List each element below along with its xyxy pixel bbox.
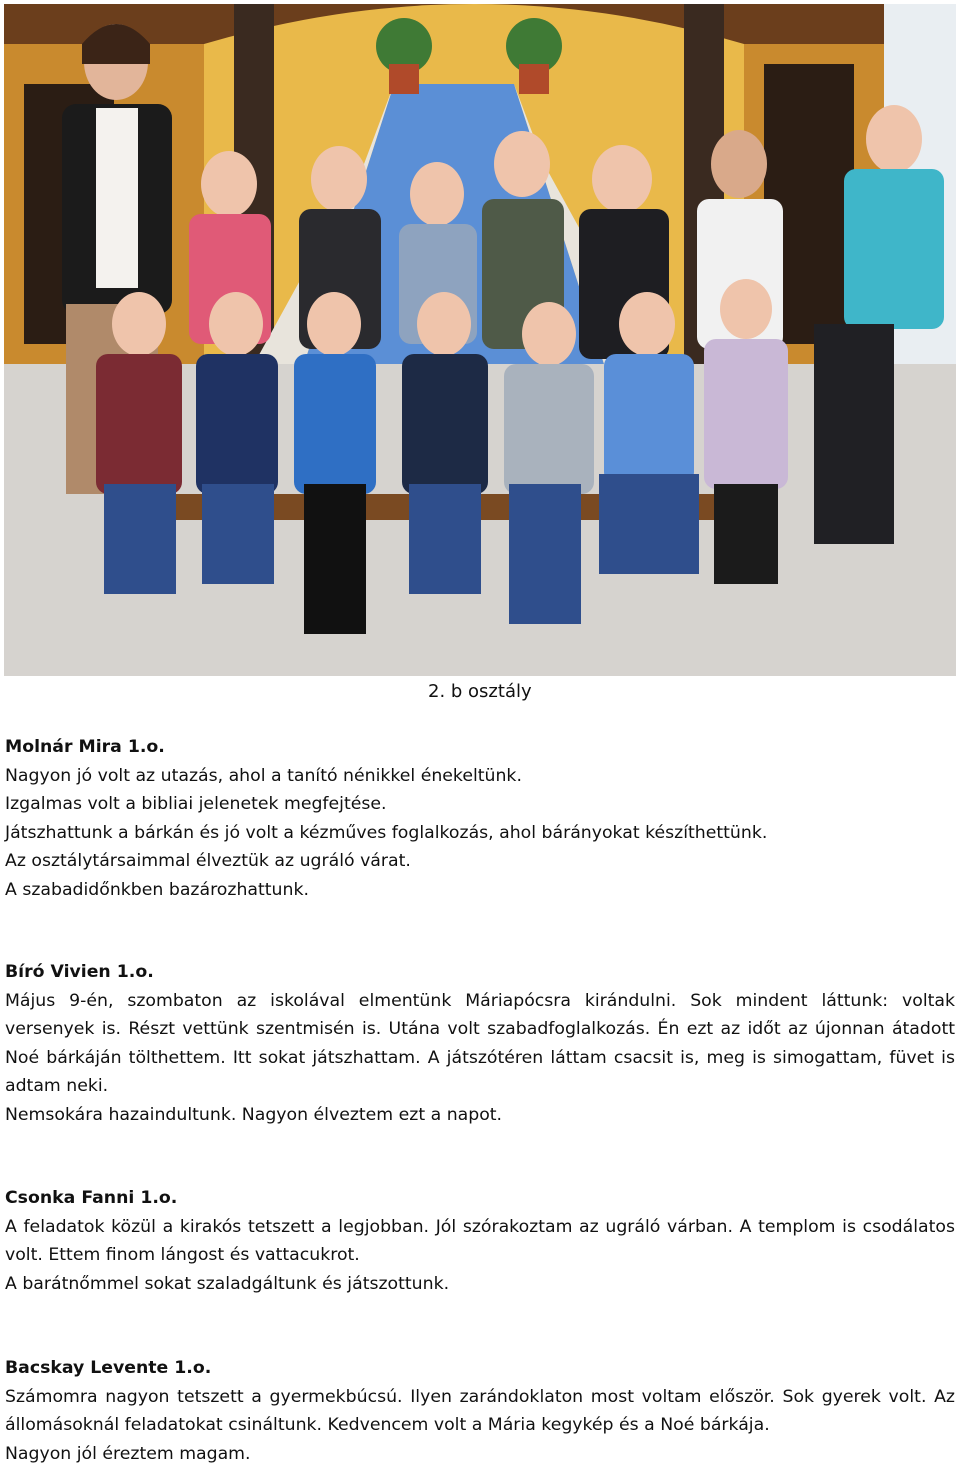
entry-author: Molnár Mira 1.o. [5,737,165,757]
entry-line: Az osztálytársaimmal élveztük az ugráló várat. [5,851,411,872]
entry-csonka-fanni [5,1184,955,1298]
entry-author: Bíró Vivien 1.o. [5,962,154,982]
entry-line: A szabadidőnkben bazározhattunk. [5,879,309,900]
entry-biro-vivien [5,958,955,1130]
entry-author: Bacskay Levente 1.o. [5,1358,212,1378]
entry-paragraph: A feladatok közül a kirakós tetszett a legjobban. Jól szórakoztam az ugráló várban. A templom is csodálatos volt. Ettem finom lángost és vattacukrot. [5,1216,955,1266]
entry-paragraph: Május 9-én, szombaton az iskolával elmentünk Máriapócsra kirándulni. Sok mindent láttunk: voltak versenyek is. Részt vettünk szentmisén is. Utána volt szabadfoglalkozás. Én ezt az időt az újonnan átadott Noé bárkáján tölthettem. Itt sokat játszhattam. A játszótéren láttam csacsit is, meg is simogattam, füvet is adtam neki. [5,990,955,1097]
entry-line: Nemsokára hazaindultunk. Nagyon élveztem ezt a napot. [5,1104,503,1125]
class-photo-illustration [4,4,956,676]
entry-author: Csonka Fanni 1.o. [5,1188,178,1208]
entry-line: Nagyon jó volt az utazás, ahol a tanító nénikkel énekeltünk. [5,765,522,786]
entry-line: Játszhattunk a bárkán és jó volt a kézműves foglalkozás, ahol bárányokat készíthettünk. [5,822,768,843]
entry-line: A barátnőmmel sokat szaladgáltunk és játszottunk. [5,1273,450,1294]
entry-line: Izgalmas volt a bibliai jelenetek megfejtése. [5,794,387,815]
photo-caption: 2. b osztály [428,681,532,702]
entry-line: Nagyon jól éreztem magam. [5,1443,251,1464]
entry-molnar-mira [5,733,955,905]
entry-bacskay-levente [5,1354,955,1468]
entry-paragraph: Számomra nagyon tetszett a gyermekbúcsú. Ilyen zarándoklaton most voltam először. Sok gyerek volt. Az állomásoknál feladatokat csináltunk. Kedvencem volt a Mária kegykép és a Noé bárkája. [5,1386,955,1436]
class-photo [4,4,956,676]
